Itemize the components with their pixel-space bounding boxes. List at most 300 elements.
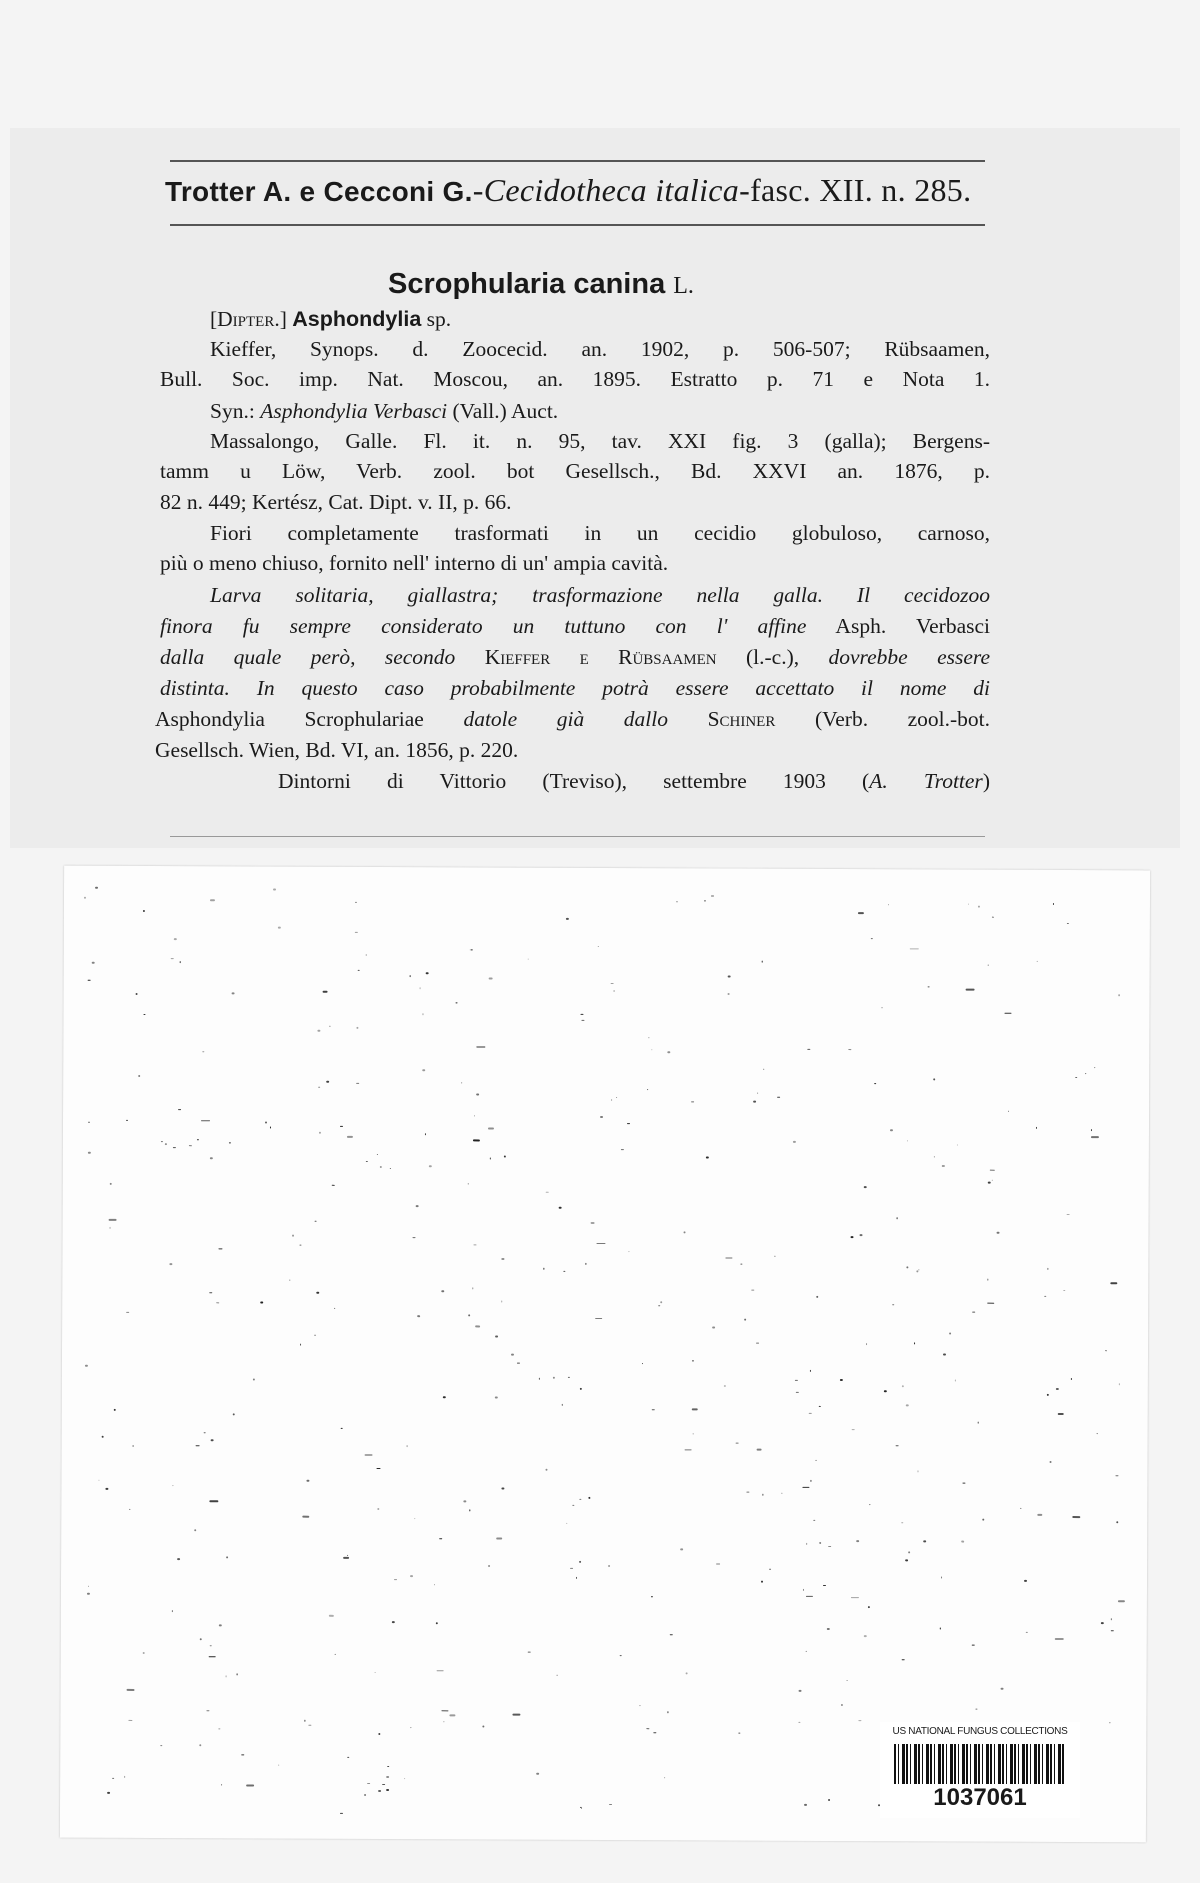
debris-speck xyxy=(356,1083,359,1084)
label-line-8: Fiori completamente trasformati in un cecidio globuloso, carnoso, xyxy=(210,521,990,545)
debris-speck xyxy=(138,1075,140,1077)
debris-speck xyxy=(528,1652,531,1653)
debris-speck xyxy=(380,1166,382,1168)
debris-speck xyxy=(449,1714,455,1716)
debris-speck xyxy=(614,990,615,992)
debris-speck xyxy=(600,1116,603,1118)
debris-speck xyxy=(692,1408,698,1410)
debris-speck xyxy=(1001,1688,1004,1690)
debris-speck xyxy=(864,1186,867,1188)
debris-speck xyxy=(961,1541,964,1543)
debris-speck xyxy=(209,1500,218,1502)
debris-speck xyxy=(762,1494,763,1496)
species-name: Scrophularia canina xyxy=(388,268,666,300)
debris-speck xyxy=(366,1161,368,1162)
debris-speck xyxy=(627,1123,630,1124)
debris-speck xyxy=(896,1445,899,1446)
debris-speck xyxy=(851,1236,854,1238)
debris-speck xyxy=(1067,923,1069,924)
debris-speck xyxy=(712,1326,715,1328)
label-line-6: tamm u Löw, Verb. zool. bot Gesellsch., Bd. XXVI an. 1876, p. xyxy=(160,459,990,483)
debris-speck xyxy=(355,932,358,933)
debris-speck xyxy=(684,1231,686,1233)
debris-speck xyxy=(858,912,864,914)
debris-speck xyxy=(611,1099,612,1101)
debris-speck xyxy=(975,1709,977,1710)
debris-speck xyxy=(1067,1214,1070,1215)
debris-speck xyxy=(799,1690,802,1692)
debris-speck xyxy=(394,1579,397,1580)
debris-speck xyxy=(436,1622,438,1624)
debris-speck xyxy=(377,1154,378,1155)
debris-speck xyxy=(196,1445,200,1446)
debris-speck xyxy=(343,1557,349,1559)
debris-speck xyxy=(609,1804,612,1805)
debris-speck xyxy=(906,1404,909,1406)
debris-speck xyxy=(997,1232,1000,1234)
debris-speck xyxy=(813,1520,815,1521)
debris-speck xyxy=(751,1290,754,1291)
debris-speck xyxy=(124,1776,125,1778)
debris-speck xyxy=(332,1185,335,1186)
debris-speck xyxy=(728,976,731,978)
debris-speck xyxy=(302,1516,309,1518)
debris-speck xyxy=(308,1725,311,1726)
debris-speck xyxy=(306,1480,309,1482)
debris-speck xyxy=(426,972,429,974)
debris-speck xyxy=(341,1428,343,1429)
debris-speck xyxy=(1063,1290,1065,1291)
debris-speck xyxy=(241,1754,244,1755)
debris-speck xyxy=(517,1363,520,1364)
debris-speck xyxy=(434,1584,435,1585)
debris-speck xyxy=(504,1156,506,1158)
debris-speck xyxy=(127,1689,135,1691)
debris-speck xyxy=(417,1315,420,1317)
debris-speck xyxy=(868,1606,870,1608)
debris-speck xyxy=(206,1710,209,1711)
debris-speck xyxy=(1097,1433,1098,1434)
debris-speck xyxy=(848,1049,851,1050)
debris-speck xyxy=(762,961,763,963)
debris-speck xyxy=(326,1081,329,1083)
debris-speck xyxy=(871,938,873,939)
debris-speck xyxy=(642,1363,643,1364)
barcode-bars xyxy=(894,1744,1066,1784)
debris-speck xyxy=(988,965,989,966)
debris-speck xyxy=(648,1037,649,1038)
debris-speck xyxy=(98,1480,99,1481)
debris-speck xyxy=(317,1030,320,1032)
debris-speck xyxy=(456,1002,458,1003)
debris-speck xyxy=(568,1377,570,1378)
debris-speck xyxy=(323,991,328,993)
debris-speck xyxy=(763,1069,764,1070)
debris-speck xyxy=(940,1627,941,1629)
debris-speck xyxy=(949,1333,951,1335)
header-series: Cecidotheca italica xyxy=(483,172,740,208)
debris-speck xyxy=(376,1468,380,1469)
debris-speck xyxy=(177,1558,180,1560)
debris-speck xyxy=(143,910,145,912)
debris-speck xyxy=(803,1589,804,1591)
debris-speck xyxy=(1105,1350,1107,1351)
debris-speck xyxy=(95,887,98,889)
debris-speck xyxy=(1047,1394,1049,1396)
debris-speck xyxy=(704,900,706,901)
debris-speck xyxy=(105,1488,108,1490)
debris-speck xyxy=(278,927,281,929)
debris-speck xyxy=(651,1596,653,1597)
header-fascicle: fasc. XII. n. 285. xyxy=(750,172,972,208)
debris-speck xyxy=(1094,1067,1095,1068)
debris-speck xyxy=(667,1711,668,1713)
debris-speck xyxy=(1072,1516,1080,1518)
debris-speck xyxy=(128,1720,132,1721)
debris-speck xyxy=(358,970,360,971)
debris-speck xyxy=(543,1268,544,1270)
debris-speck xyxy=(798,1722,800,1723)
barcode-institution: US NATIONAL FUNGUS COLLECTIONS xyxy=(892,1726,1068,1737)
debris-speck xyxy=(816,1460,817,1461)
debris-speck xyxy=(390,1168,391,1169)
debris-speck xyxy=(107,1792,110,1794)
debris-speck xyxy=(180,961,181,963)
debris-speck xyxy=(496,1538,502,1540)
debris-speck xyxy=(559,1207,562,1209)
debris-speck xyxy=(476,1046,485,1047)
debris-speck xyxy=(218,1728,220,1729)
debris-speck xyxy=(129,1509,130,1510)
debris-speck xyxy=(378,1790,381,1792)
debris-speck xyxy=(753,1101,756,1103)
debris-speck xyxy=(1115,1475,1118,1476)
debris-speck xyxy=(1056,1388,1059,1390)
debris-speck xyxy=(685,1449,692,1450)
debris-speck xyxy=(856,1540,859,1542)
debris-speck xyxy=(1116,1521,1118,1523)
debris-speck xyxy=(233,1413,235,1415)
debris-speck xyxy=(387,1766,389,1767)
debris-speck xyxy=(724,1386,726,1387)
debris-speck xyxy=(692,1360,694,1361)
debris-speck xyxy=(1071,1378,1072,1380)
debris-speck xyxy=(611,983,614,984)
debris-speck xyxy=(1119,1383,1120,1385)
debris-speck xyxy=(293,1235,294,1237)
debris-speck xyxy=(639,1705,640,1706)
debris-speck xyxy=(253,1378,255,1380)
debris-speck xyxy=(300,1344,301,1346)
debris-speck xyxy=(802,1487,809,1488)
debris-speck xyxy=(468,1183,469,1184)
debris-speck xyxy=(761,1581,763,1583)
debris-speck xyxy=(1118,1600,1125,1602)
debris-speck xyxy=(172,1485,173,1486)
debris-speck xyxy=(728,994,730,995)
debris-speck xyxy=(136,993,138,995)
debris-speck xyxy=(382,1784,385,1785)
debris-speck xyxy=(539,1378,540,1380)
debris-speck xyxy=(471,949,473,950)
debris-speck xyxy=(260,1301,263,1303)
debris-speck xyxy=(840,1379,843,1381)
debris-speck xyxy=(905,1559,908,1561)
debris-speck xyxy=(738,1733,740,1734)
label-header: Trotter A. e Cecconi G.-Cecidotheca italica-fasc. XII. n. 285. xyxy=(165,172,972,208)
debris-speck xyxy=(658,1305,660,1306)
debris-speck xyxy=(576,1577,577,1579)
debris-speck xyxy=(746,1492,749,1493)
debris-speck xyxy=(165,1143,167,1145)
debris-speck xyxy=(902,1659,905,1660)
debris-speck xyxy=(562,1404,563,1406)
debris-speck xyxy=(869,1504,870,1505)
debris-speck xyxy=(847,1680,848,1681)
debris-speck xyxy=(628,1251,629,1252)
debris-speck xyxy=(216,1302,219,1303)
debris-speck xyxy=(232,992,235,994)
label-line-1: [Dipter.] Asphondylia sp. xyxy=(210,307,452,331)
debris-speck xyxy=(572,1505,574,1506)
debris-speck xyxy=(888,904,889,905)
debris-speck xyxy=(416,1205,419,1207)
debris-speck xyxy=(852,1429,855,1430)
debris-speck xyxy=(744,1319,746,1321)
debris-speck xyxy=(133,1445,134,1447)
debris-speck xyxy=(378,1733,380,1735)
debris-speck xyxy=(329,1026,330,1027)
debris-speck xyxy=(1101,1622,1104,1624)
debris-speck xyxy=(315,1221,317,1222)
label-line-10: Larva solitaria, giallastra; trasformazione nella galla. Il cecidozoo xyxy=(210,583,990,607)
debris-speck xyxy=(88,1152,91,1154)
debris-speck xyxy=(410,1727,411,1728)
debris-speck xyxy=(580,1014,583,1015)
debris-speck xyxy=(501,1301,502,1303)
debris-speck xyxy=(1085,1073,1086,1074)
debris-speck xyxy=(314,1335,316,1336)
debris-speck xyxy=(796,1392,799,1393)
debris-speck xyxy=(992,1180,993,1181)
debris-speck xyxy=(356,1027,358,1029)
debris-speck xyxy=(955,1380,956,1382)
debris-speck xyxy=(355,902,357,903)
debris-speck xyxy=(890,1129,893,1131)
label-line-14: Asphondylia Scrophulariae datole già dallo Schiner (Verb. zool.-bot. xyxy=(155,707,991,731)
debris-speck xyxy=(686,1672,688,1674)
debris-speck xyxy=(934,1156,935,1157)
debris-speck xyxy=(319,1132,321,1134)
debris-speck xyxy=(957,1145,958,1146)
debris-speck xyxy=(774,1256,775,1257)
debris-speck xyxy=(1075,1077,1077,1078)
debris-speck xyxy=(860,1234,863,1236)
debris-speck xyxy=(982,1519,984,1521)
label-line-5: Massalongo, Galle. Fl. it. n. 95, tav. XXI fig. 3 (galla); Bergens- xyxy=(210,429,990,453)
debris-speck xyxy=(386,1789,389,1791)
debris-speck xyxy=(987,1279,988,1281)
debris-speck xyxy=(581,1807,582,1809)
debris-speck xyxy=(1037,1514,1042,1516)
debris-speck xyxy=(112,1778,114,1779)
debris-speck xyxy=(616,1097,617,1098)
debris-speck xyxy=(1091,1129,1092,1131)
debris-speck xyxy=(143,1652,145,1654)
debris-speck xyxy=(1026,1632,1028,1633)
debris-speck xyxy=(823,1585,826,1586)
debris-speck xyxy=(489,977,493,979)
debris-speck xyxy=(756,1343,759,1344)
debris-speck xyxy=(757,1093,758,1094)
debris-speck xyxy=(917,1470,918,1472)
debris-speck xyxy=(316,1292,319,1294)
debris-speck xyxy=(841,1704,842,1706)
debris-speck xyxy=(299,1245,301,1246)
debris-speck xyxy=(810,1370,811,1372)
debris-speck xyxy=(563,1271,565,1272)
debris-speck xyxy=(1109,1722,1110,1723)
debris-speck xyxy=(828,1546,831,1547)
debris-speck xyxy=(197,1139,199,1140)
debris-speck xyxy=(367,1783,370,1784)
debris-speck xyxy=(1111,1630,1114,1631)
debris-speck xyxy=(178,1109,181,1110)
debris-speck xyxy=(566,1523,567,1524)
debris-speck xyxy=(1004,1013,1011,1014)
debris-speck xyxy=(92,962,95,964)
debris-speck xyxy=(289,1280,290,1281)
debris-speck xyxy=(501,1488,504,1490)
debris-speck xyxy=(461,1082,462,1083)
label-line-15: Gesellsch. Wien, Bd. VI, an. 1856, p. 220. xyxy=(155,738,519,762)
debris-speck xyxy=(211,1439,214,1441)
debris-speck xyxy=(329,1615,334,1617)
debris-speck xyxy=(978,906,980,908)
debris-speck xyxy=(375,1672,376,1673)
debris-speck xyxy=(392,1621,395,1623)
barcode-label xyxy=(880,1722,1080,1818)
label-line-11: finora fu sempre considerato un tuttuno con l' affine Asph. Verbasci xyxy=(160,614,990,638)
debris-speck xyxy=(901,1522,903,1523)
debris-speck xyxy=(1055,1638,1064,1640)
debris-speck xyxy=(270,1127,271,1129)
debris-speck xyxy=(557,1675,558,1676)
label-line-2: Kieffer, Synops. d. Zoocecid. an. 1902, p. 506-507; Rübsaamen, xyxy=(210,337,990,361)
debris-speck xyxy=(1110,1282,1117,1284)
debris-speck xyxy=(469,1509,470,1511)
debris-speck xyxy=(910,948,919,949)
debris-speck xyxy=(777,1097,780,1098)
label-line-7: 82 n. 449; Kertész, Cat. Dipt. v. II, p. 66. xyxy=(160,490,512,514)
debris-speck xyxy=(210,1645,212,1646)
debris-speck xyxy=(646,1728,649,1729)
debris-speck xyxy=(347,1555,348,1556)
debris-speck xyxy=(1053,903,1054,905)
debris-speck xyxy=(226,1556,228,1558)
debris-speck xyxy=(990,1170,995,1171)
debris-speck xyxy=(109,1219,117,1221)
debris-speck xyxy=(410,1575,413,1577)
debris-speck xyxy=(88,980,91,981)
label-line-16: Dintorni di Vittorio (Treviso), settembre 1903 (A. Trotter) xyxy=(278,769,990,793)
debris-speck xyxy=(414,1518,415,1519)
debris-speck xyxy=(693,1433,694,1434)
debris-speck xyxy=(1044,1296,1046,1297)
debris-speck xyxy=(664,1777,665,1778)
debris-speck xyxy=(907,1140,908,1141)
debris-speck xyxy=(918,1269,919,1270)
debris-speck xyxy=(495,1397,498,1399)
debris-speck xyxy=(441,1290,444,1292)
debris-speck xyxy=(793,1141,796,1143)
debris-speck xyxy=(429,1165,432,1167)
debris-speck xyxy=(189,1145,192,1146)
debris-speck xyxy=(570,1568,573,1569)
debris-speck xyxy=(160,1745,162,1746)
debris-speck xyxy=(536,1773,539,1775)
debris-speck xyxy=(816,1296,818,1298)
debris-speck xyxy=(706,1156,709,1158)
debris-speck xyxy=(490,1157,491,1159)
debris-speck xyxy=(670,1634,673,1635)
debris-speck xyxy=(1050,1461,1052,1463)
debris-speck xyxy=(404,1778,405,1779)
header-rule-bottom xyxy=(170,224,985,226)
debris-speck xyxy=(553,1377,555,1379)
debris-speck xyxy=(660,1301,662,1303)
debris-speck xyxy=(488,1127,494,1129)
debris-speck xyxy=(174,938,177,940)
debris-speck xyxy=(340,1126,343,1127)
debris-speck xyxy=(366,954,367,956)
debris-speck xyxy=(204,1432,206,1433)
debris-speck xyxy=(495,1336,498,1338)
label-line-3: Bull. Soc. imp. Nat. Moscou, an. 1895. Estratto p. 71 e Nota 1. xyxy=(160,367,990,391)
debris-speck xyxy=(126,1312,129,1313)
debris-speck xyxy=(908,1551,910,1553)
debris-speck xyxy=(585,1263,586,1265)
debris-speck xyxy=(651,1049,652,1050)
species-author: L. xyxy=(673,273,694,299)
debris-speck xyxy=(968,904,969,905)
debris-speck xyxy=(942,1165,945,1166)
debris-speck xyxy=(653,1732,656,1733)
debris-speck xyxy=(377,1508,379,1510)
debris-speck xyxy=(143,1014,145,1015)
debris-speck xyxy=(473,1244,476,1245)
debris-speck xyxy=(199,1744,201,1746)
label-line-9: più o meno chiuso, fornito nell' interno di un' ampia cavità. xyxy=(160,551,669,575)
debris-speck xyxy=(425,1133,426,1135)
debris-speck xyxy=(340,1813,343,1814)
debris-speck xyxy=(476,1093,479,1095)
debris-speck xyxy=(347,1136,353,1138)
debris-speck xyxy=(273,889,276,891)
debris-speck xyxy=(210,1157,213,1159)
debris-speck xyxy=(422,1013,423,1015)
debris-speck xyxy=(828,1799,830,1801)
barcode-number: 1037061 xyxy=(933,1784,1027,1811)
debris-speck xyxy=(221,1784,222,1785)
debris-speck xyxy=(169,1263,172,1265)
debris-speck xyxy=(566,918,569,920)
debris-speck xyxy=(864,1635,867,1637)
debris-speck xyxy=(1020,1508,1021,1509)
debris-speck xyxy=(443,1721,444,1722)
debris-speck xyxy=(218,1248,222,1249)
debris-speck xyxy=(473,1139,480,1141)
